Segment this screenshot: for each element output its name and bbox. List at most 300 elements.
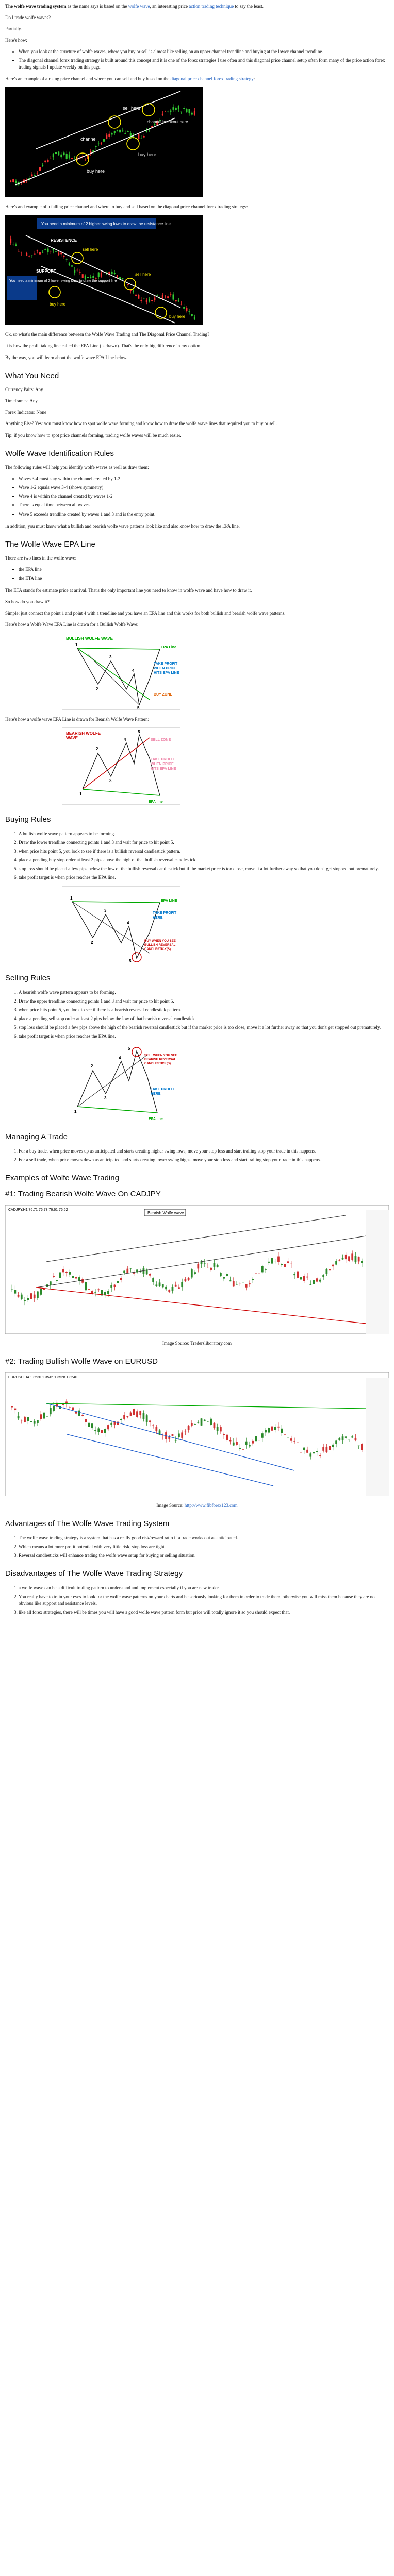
tp-label: HITS EPA LINE bbox=[151, 767, 176, 771]
candle-body bbox=[46, 1416, 48, 1417]
chart-label: sell here bbox=[135, 272, 151, 277]
candle-body bbox=[245, 1284, 248, 1288]
candle-body bbox=[30, 1293, 32, 1299]
list-item: • the ETA line bbox=[19, 575, 389, 582]
candle-body bbox=[69, 1272, 71, 1275]
candle-body bbox=[201, 1418, 203, 1425]
candle-body bbox=[106, 135, 107, 139]
candle-body bbox=[85, 276, 86, 280]
candle-body bbox=[277, 1257, 280, 1262]
epa-intro: There are two lines in the wolfe wave: bbox=[5, 555, 77, 561]
candle-body bbox=[117, 1281, 119, 1283]
list-item: 5. stop loss should be placed a few pips above the high of the bearish reversal candlestick but if the market price is too close, move it a lot further away so that you don't get stopped out prematurely. bbox=[19, 1024, 389, 1031]
candle-body bbox=[361, 1444, 363, 1450]
candle-body bbox=[265, 1430, 267, 1432]
candle-body bbox=[229, 1280, 232, 1281]
buy-label: CANDLESTICK(S) bbox=[144, 947, 171, 951]
candle-body bbox=[284, 1434, 286, 1435]
buy-setup-diagram bbox=[62, 886, 180, 963]
candle-body bbox=[53, 154, 54, 157]
candle-body bbox=[62, 1269, 64, 1272]
candle-body bbox=[65, 1401, 68, 1403]
candle-body bbox=[239, 1448, 241, 1449]
chart-label: buy here bbox=[169, 314, 186, 319]
candle-body bbox=[101, 273, 102, 277]
candle-body bbox=[94, 1430, 96, 1431]
tip-text: Tip: if you know how to spot price channels forming, trading wolfe waves will be much easier. bbox=[5, 432, 182, 438]
bullish-epa-intro: Here's how a Wolfe Wave EPA Line is drawn for a Bullish Wolfe Wave: bbox=[5, 621, 139, 627]
chart-label: channel bbox=[80, 137, 97, 142]
difference-answer: It is how the profit taking line called the EPA Line (is drawn). That's the only big difference in my option. bbox=[5, 343, 202, 349]
candle-body bbox=[172, 1287, 174, 1291]
candle-body bbox=[62, 1404, 64, 1405]
candle-body bbox=[223, 1434, 225, 1435]
wave-number: 2 bbox=[96, 686, 98, 691]
candle-body bbox=[15, 181, 17, 183]
list-item: 3. Reversal candlesticks will enhance trading the wolfe wave setup for buying or selling situation. bbox=[19, 1552, 389, 1559]
bearish-epa-intro: Here's how a wolfe wave EPA Line is drawn for Bearish Wolfe Wave Pattern: bbox=[5, 716, 150, 722]
candle-body bbox=[178, 300, 179, 302]
eta-text: The ETA stands for estimate price at arrival. That's the only important line you need to know in wolfe wave and have how to draw it. bbox=[5, 587, 252, 593]
anything-else: Anything Else? Yes: you must know how to spot wolfe wave forming and know how to draw the wolfe wave lines that required you to buy or sell. bbox=[5, 421, 277, 427]
text: : bbox=[253, 76, 255, 82]
candle-body bbox=[111, 272, 113, 274]
candle-body bbox=[223, 1277, 225, 1279]
question-text: Do I trade wolfe waves? bbox=[5, 15, 51, 21]
candle-body bbox=[268, 1428, 270, 1433]
candle-body bbox=[47, 160, 48, 162]
candle-body bbox=[58, 253, 59, 255]
candle-body bbox=[110, 1423, 112, 1425]
candle-body bbox=[14, 1409, 16, 1410]
sell-zone-label: SELL ZONE bbox=[151, 738, 171, 742]
candle-body bbox=[178, 1433, 180, 1437]
candle-body bbox=[271, 1427, 273, 1431]
candle-body bbox=[39, 167, 41, 171]
candle-body bbox=[355, 1256, 357, 1262]
candle-body bbox=[361, 1261, 363, 1263]
candle-body bbox=[220, 1273, 222, 1277]
candle-body bbox=[50, 1408, 52, 1414]
candle-body bbox=[214, 1263, 216, 1267]
eurusd-chart bbox=[5, 1372, 389, 1496]
candle-body bbox=[81, 1415, 84, 1416]
candle-body bbox=[189, 109, 190, 113]
price-action-link[interactable]: action trading technique bbox=[189, 4, 234, 9]
candle-body bbox=[226, 1274, 228, 1276]
list-item: 1. A bearish wolfe wave pattern appears to be forming. bbox=[19, 989, 389, 996]
candle-body bbox=[306, 1277, 308, 1278]
list-item: 2. For a sell trade, when price moves down as anticipated and starts creating lower swing highs, move your stop loss and start trailing stop your trade in this happens. bbox=[19, 1157, 389, 1163]
tp-label: TAKE PROFIT bbox=[154, 662, 178, 666]
hows-text: Here's how: bbox=[5, 38, 27, 43]
candle-body bbox=[21, 1295, 23, 1299]
candle-body bbox=[167, 297, 169, 298]
candle-body bbox=[233, 1281, 235, 1286]
candle-body bbox=[10, 181, 11, 182]
diagram-title: WAVE bbox=[66, 735, 78, 740]
candle-body bbox=[37, 250, 38, 251]
wave-number: 1 bbox=[70, 895, 73, 901]
wave-number: 5 bbox=[129, 958, 132, 963]
candle-body bbox=[98, 273, 100, 277]
candle-body bbox=[201, 1262, 203, 1264]
candle-body bbox=[103, 139, 105, 142]
chart-label: SUPPORT bbox=[36, 269, 56, 274]
candle-body bbox=[117, 130, 118, 132]
wave-number: 1 bbox=[75, 642, 78, 647]
cadjpy-chart bbox=[5, 1205, 389, 1334]
list-item: • Wave 4 is within the channel created by waves 1-2 bbox=[19, 493, 389, 500]
candle-body bbox=[186, 109, 187, 112]
candle-body bbox=[189, 311, 190, 312]
wolfe-wave-link[interactable]: wolfe wave bbox=[128, 4, 150, 9]
section-heading: Advantages of The Wolfe Wave Trading System bbox=[5, 1519, 170, 1528]
chart-title: CADJPY,H1 76.71 76.73 76.61 76.62 bbox=[8, 1208, 68, 1212]
candle-body bbox=[322, 1275, 324, 1277]
list-item: 3. when price hits point 5, you look to see if there is a bullish reversal candlestick pattern. bbox=[19, 848, 389, 855]
candle-body bbox=[37, 1420, 39, 1423]
candle-body bbox=[249, 1283, 251, 1284]
chart-label: buy here bbox=[138, 152, 157, 158]
candle-body bbox=[91, 1291, 93, 1294]
candle-body bbox=[18, 251, 20, 252]
candle-body bbox=[345, 1436, 347, 1438]
candle-body bbox=[191, 314, 193, 316]
candle-body bbox=[300, 1277, 302, 1279]
section-heading: Buying Rules bbox=[5, 815, 51, 824]
candle-body bbox=[197, 1264, 199, 1269]
candle-body bbox=[65, 1272, 68, 1273]
candle-body bbox=[66, 154, 68, 159]
candle-body bbox=[24, 1300, 26, 1301]
candle-body bbox=[130, 290, 132, 291]
list-item: • Wave 5 exceeds trendline created by waves 1 and 3 and is the entry point. bbox=[19, 511, 389, 518]
candle-body bbox=[97, 1290, 100, 1291]
candle-body bbox=[91, 1423, 93, 1428]
candle-body bbox=[180, 304, 182, 305]
candle-body bbox=[18, 1416, 20, 1418]
list-item: 1. For a buy trade, when price moves up as anticipated and starts creating higher swing lows, move your stop loss and start trailing stop your trade in this happens. bbox=[19, 1148, 389, 1155]
candle-body bbox=[101, 1430, 103, 1433]
candle-body bbox=[98, 143, 100, 144]
candle-body bbox=[87, 277, 89, 278]
caption-text: Image Source: bbox=[156, 1502, 185, 1508]
candle-body bbox=[338, 1438, 340, 1440]
candle-body bbox=[55, 152, 57, 154]
wave-number: 3 bbox=[109, 654, 112, 659]
image-source-caption bbox=[5, 1502, 389, 1509]
list-item: • When you look at the structure of wolfe waves, where you buy or sell is almost like selling on an upper channel trendline and buying at the lower channel trendline. bbox=[19, 48, 389, 55]
candle-body bbox=[101, 143, 102, 144]
candle-body bbox=[74, 159, 75, 160]
candle-body bbox=[104, 1292, 106, 1295]
candle-body bbox=[191, 1423, 193, 1426]
candle-body bbox=[255, 1273, 257, 1274]
candle-body bbox=[194, 1424, 196, 1425]
wave-number: 5 bbox=[137, 705, 140, 710]
candle-body bbox=[351, 1436, 353, 1437]
candle-body bbox=[117, 275, 118, 277]
candle-body bbox=[44, 249, 46, 250]
intro-text-3: to say the least. bbox=[234, 4, 264, 9]
section-heading: Examples of Wolfe Wave Trading bbox=[5, 1173, 119, 1182]
list-item: 5. stop loss should be placed a few pips below the low of the bullish reversal candlestick but if the market price is too close, move it a lot further away so that you don't get stopped out prematurely. bbox=[19, 866, 389, 872]
candle-body bbox=[309, 1453, 311, 1456]
candle-body bbox=[281, 1429, 283, 1433]
candle-body bbox=[59, 1273, 61, 1278]
chart-label: sell here bbox=[123, 106, 141, 111]
candle-body bbox=[226, 1435, 228, 1440]
candle-body bbox=[252, 1279, 254, 1280]
candle-body bbox=[90, 277, 91, 278]
candle-body bbox=[42, 252, 43, 253]
wave-number: 4 bbox=[132, 668, 135, 673]
candle-body bbox=[75, 1412, 77, 1414]
candle-body bbox=[297, 1272, 299, 1278]
chart-label: buy here bbox=[50, 302, 66, 307]
candle-body bbox=[37, 173, 38, 174]
tp-label: WHEN PRICE bbox=[154, 666, 177, 670]
wave-number: 4 bbox=[124, 737, 126, 742]
candle-body bbox=[34, 254, 36, 255]
chart-label: You need a minimum of 2 lower swing lows to draw the support line bbox=[9, 279, 117, 283]
list-item: 3. like all forex strategies, there will be times you will have a good wolfe wave pattern form but price will totally ignore it so you should expect that. bbox=[19, 1609, 389, 1616]
candle-body bbox=[27, 1417, 29, 1421]
section-heading: What You Need bbox=[5, 371, 59, 380]
example-heading: #2: Trading Bullish Wolfe Wave on EURUSD bbox=[5, 1357, 158, 1366]
candle-body bbox=[332, 1445, 334, 1447]
candle-body bbox=[338, 1260, 340, 1261]
candle-body bbox=[155, 1285, 157, 1286]
candle-body bbox=[335, 1261, 337, 1264]
candle-body bbox=[71, 158, 73, 159]
candle-body bbox=[151, 300, 153, 301]
candle-body bbox=[154, 124, 155, 125]
candle-body bbox=[188, 1426, 190, 1430]
candle-body bbox=[143, 1413, 145, 1419]
answer-text: Partially. bbox=[5, 26, 22, 32]
chart-label: channel breakout here bbox=[147, 120, 188, 125]
text: Here's an example of a rising price channel and where you can sell and buy based on the bbox=[5, 76, 171, 82]
tp-label: HERE bbox=[151, 1092, 161, 1096]
candle-body bbox=[261, 1266, 264, 1272]
diagram-title: BEARISH WOLFE bbox=[66, 731, 101, 736]
candle-body bbox=[43, 1413, 45, 1419]
candle-body bbox=[170, 111, 171, 112]
candle-body bbox=[136, 1411, 138, 1417]
draw-answer: Simple: just connect the point 1 and point 4 with a trendline and you have an EPA line and this works for both bullish and bearish wolfe wave patterns. bbox=[5, 610, 286, 616]
candle-body bbox=[207, 1421, 209, 1422]
candle-body bbox=[138, 295, 139, 299]
candle-body bbox=[233, 1443, 235, 1446]
disadvantages-list bbox=[5, 1585, 389, 1616]
list-item: 6. take profit target is when price reaches the EPA line. bbox=[19, 1033, 389, 1040]
candle-body bbox=[152, 1425, 154, 1426]
list-item: 4. place a pending sell stop order at least 2 pips below the low of that bearish reversal candlestick. bbox=[19, 1015, 389, 1022]
candle-body bbox=[175, 1285, 177, 1287]
candle-body bbox=[39, 252, 41, 255]
candle-body bbox=[149, 1420, 151, 1422]
candle-body bbox=[53, 1276, 55, 1277]
section-heading: The Wolfe Wave EPA Line bbox=[5, 539, 95, 549]
candle-body bbox=[58, 152, 59, 155]
candle-body bbox=[53, 1406, 55, 1411]
candle-body bbox=[133, 1409, 135, 1415]
candle-body bbox=[194, 111, 195, 115]
wave-number: 1 bbox=[79, 791, 82, 796]
candle-body bbox=[313, 1452, 315, 1453]
candle-body bbox=[75, 1277, 77, 1279]
example-heading: #1: Trading Bearish Wolfe Wave On CADJPY bbox=[5, 1190, 161, 1199]
candle-body bbox=[348, 1256, 350, 1261]
candle-body bbox=[220, 1427, 222, 1431]
list-item: 2. Draw the upper trendline connecting points 1 and 3 and wait for price to hit point 5. bbox=[19, 998, 389, 1005]
candle-body bbox=[185, 1279, 187, 1281]
rising-channel-chart bbox=[5, 87, 203, 197]
candle-body bbox=[143, 1268, 145, 1274]
candle-body bbox=[249, 1445, 251, 1447]
candle-body bbox=[165, 111, 166, 112]
candle-body bbox=[290, 1438, 292, 1441]
candle-body bbox=[143, 136, 145, 138]
candle-body bbox=[60, 253, 62, 255]
candle-body bbox=[172, 1434, 174, 1436]
list-item: 2. You really have to train your eyes to look for the wolfe wave patterns on your charts and be seriously looking for them in order to trade them, otherwise you will miss them because they are not obvious like support and resistance levels. bbox=[19, 1594, 389, 1607]
candle-body bbox=[123, 1415, 125, 1419]
candle-body bbox=[138, 134, 139, 139]
indicator: Forex Indicator: None bbox=[5, 410, 46, 415]
candle-body bbox=[40, 1289, 42, 1295]
chart-label: sell here bbox=[83, 247, 98, 252]
currency-pairs: Currency Pairs: Any bbox=[5, 387, 43, 393]
candle-body bbox=[204, 1420, 206, 1421]
candle-body bbox=[78, 1411, 80, 1416]
diagonal-channel-link[interactable]: diagonal price channel forex trading strategy bbox=[170, 76, 254, 82]
candle-body bbox=[165, 1287, 167, 1289]
candle-body bbox=[120, 1419, 122, 1420]
intro-bold: The wolfe wave trading system bbox=[5, 4, 67, 9]
candle-body bbox=[95, 278, 97, 279]
candle-body bbox=[74, 270, 75, 273]
candle-body bbox=[293, 1441, 296, 1442]
candle-body bbox=[107, 1291, 109, 1294]
chart-title: EURUSD,H4 1.3530 1.3545 1.3528 1.3540 bbox=[8, 1375, 77, 1379]
candle-body bbox=[66, 259, 68, 260]
list-item: • Waves 3-4 must stay within the channel created by 1-2 bbox=[19, 476, 389, 482]
bearish-wolfe-wave-diagram bbox=[62, 727, 180, 805]
candle-body bbox=[152, 1278, 154, 1282]
candle-body bbox=[18, 1295, 20, 1297]
list-item: 1. The wolfe wave trading strategy is a system that has a really good risk/reward ratio if a trade works out as anticipated. bbox=[19, 1535, 389, 1541]
candle-body bbox=[114, 131, 116, 133]
candle-body bbox=[28, 256, 30, 257]
section-heading: Selling Rules bbox=[5, 973, 51, 982]
candle-body bbox=[175, 1440, 177, 1441]
candle-body bbox=[155, 1427, 157, 1431]
falling-channel-intro: Here's and example of a falling price channel and where to buy and sell based on the diagonal price channel forex trading strategy: bbox=[5, 204, 248, 210]
candle-body bbox=[197, 1422, 199, 1423]
sell-setup-diagram bbox=[62, 1045, 180, 1122]
wave-number: 4 bbox=[127, 920, 129, 925]
candle-body bbox=[175, 108, 177, 110]
candle-body bbox=[252, 1441, 254, 1444]
candle-body bbox=[178, 106, 179, 109]
candle-body bbox=[351, 1254, 353, 1260]
candle-body bbox=[322, 1447, 324, 1451]
chart-label: RESISTENCE bbox=[51, 238, 77, 243]
candle-body bbox=[133, 291, 134, 292]
candle-body bbox=[12, 179, 14, 182]
candle-body bbox=[229, 1440, 232, 1442]
epa-label: EPA line bbox=[149, 1117, 163, 1121]
section-heading: Wolfe Wave Identification Rules bbox=[5, 449, 114, 458]
candle-body bbox=[111, 133, 113, 135]
candle-body bbox=[172, 108, 174, 110]
list-item bbox=[19, 57, 389, 71]
candle-body bbox=[236, 1284, 238, 1285]
buy-zone-label: BUY ZONE bbox=[154, 692, 173, 697]
candle-body bbox=[217, 1265, 219, 1267]
buying-rules bbox=[5, 831, 389, 881]
candle-body bbox=[24, 1417, 26, 1422]
list-item: 1. A bullish wolfe wave pattern appears to be forming. bbox=[19, 831, 389, 837]
tp-label: TAKE PROFIT bbox=[153, 911, 177, 915]
buy-label: BULLISH REVERSAL bbox=[144, 943, 176, 947]
candle-body bbox=[162, 295, 163, 299]
tp-label: WHEN PRICE bbox=[151, 762, 174, 766]
difference-question: Ok, so what's the main difference between the Wolfe Wave Trading and The Diagonal Price Channel Trading? bbox=[5, 332, 210, 337]
candle-body bbox=[245, 1442, 248, 1445]
candle-body bbox=[242, 1449, 244, 1450]
candle-body bbox=[316, 1451, 318, 1452]
candle-body bbox=[110, 1285, 112, 1288]
section-heading: Disadvantages of The Wolfe Wave Trading Strategy bbox=[5, 1569, 183, 1578]
epa-label: EPA LINE bbox=[161, 899, 177, 903]
wave-number: 5 bbox=[138, 729, 140, 734]
candle-body bbox=[85, 1282, 87, 1291]
candle-body bbox=[34, 1295, 36, 1298]
candle-body bbox=[277, 1427, 280, 1428]
wave-number: 2 bbox=[96, 746, 98, 751]
candle-body bbox=[44, 161, 46, 162]
candle-body bbox=[210, 1419, 212, 1425]
candle-body bbox=[217, 1427, 219, 1431]
candle-body bbox=[97, 1428, 100, 1432]
list-item: • the EPA line bbox=[19, 566, 389, 573]
candle-body bbox=[303, 1276, 305, 1281]
candle-body bbox=[332, 1265, 334, 1266]
list-item: 4. place a pending buy stop order at least 2 pips above the high of that bullish reversal candlestick. bbox=[19, 857, 389, 863]
candle-body bbox=[186, 308, 187, 311]
candle-body bbox=[126, 1416, 128, 1417]
advantages-list bbox=[5, 1535, 389, 1559]
candle-body bbox=[175, 300, 177, 301]
candle-body bbox=[34, 1421, 36, 1424]
how-draw: So how do you draw it? bbox=[5, 599, 50, 604]
candle-body bbox=[47, 249, 48, 252]
timeframes: Timeframes: Any bbox=[5, 398, 38, 404]
candle-body bbox=[60, 155, 62, 157]
candle-body bbox=[183, 307, 185, 309]
candle-body bbox=[214, 1423, 216, 1428]
tp-label: HITS EPA LINE bbox=[154, 671, 179, 675]
candle-body bbox=[69, 1407, 71, 1408]
candle-body bbox=[345, 1255, 347, 1259]
candle-body bbox=[85, 1419, 87, 1422]
source-link[interactable]: http://www.fibforex123.com bbox=[184, 1502, 238, 1508]
candle-body bbox=[69, 155, 70, 158]
